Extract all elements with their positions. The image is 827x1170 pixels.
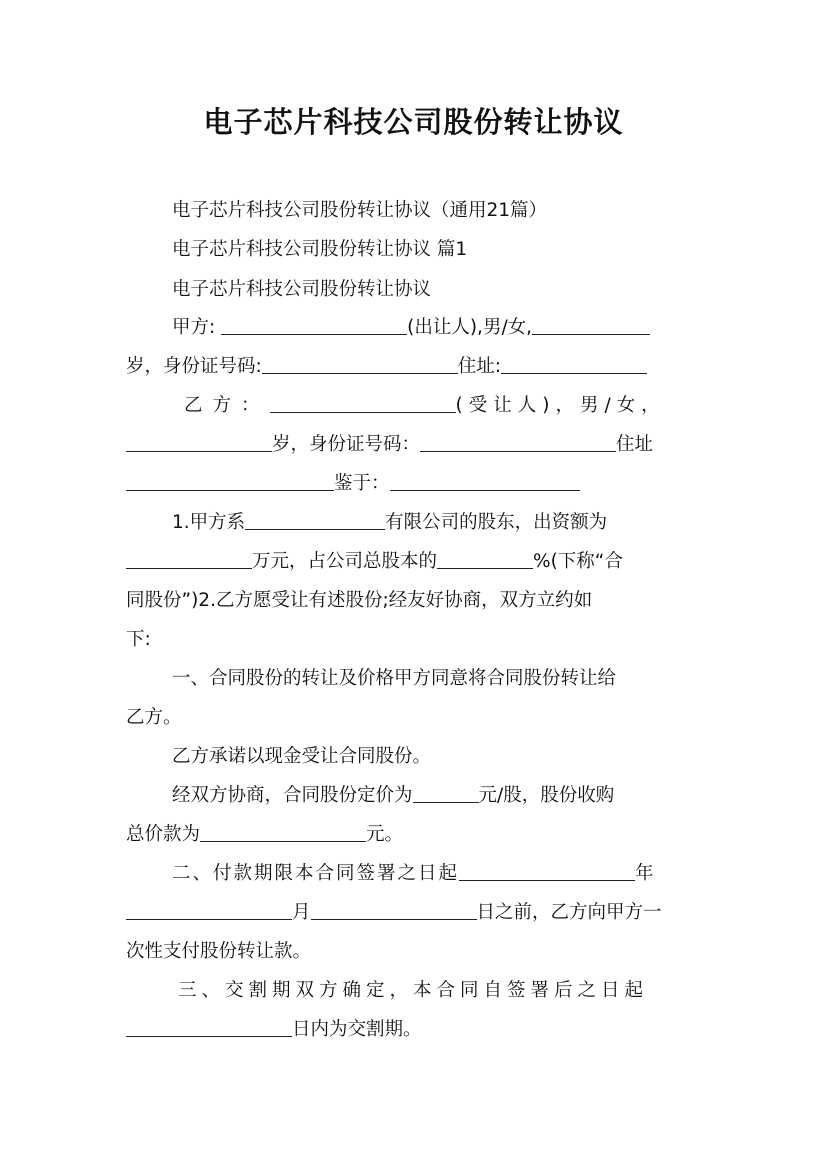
text-line [126,706,702,730]
text-line [126,1018,702,1042]
text-line [126,667,702,691]
line-text: (受让人)，男/女， [455,395,666,416]
line-text: 电子芯片科技公司股份转让协议 篇1 [172,239,468,260]
line-text: 总价款为 [126,824,201,845]
line-text: 甲方: [172,317,216,338]
line-text: 乙方承诺以现金受让合同股份。 [172,746,432,767]
text-line [126,901,702,925]
text-line [126,511,702,535]
fill-blank[interactable] [262,355,458,374]
fill-blank[interactable] [245,511,385,530]
fill-blank[interactable] [532,316,650,335]
text-line [126,394,702,418]
line-text: (出让人),男/女, [407,317,533,338]
line-text: 乙方。 [126,707,182,728]
text-line [126,433,702,457]
text-line [126,940,702,964]
text-line [126,550,702,574]
text-line [126,316,702,340]
line-text: 年 [635,863,654,884]
text-line [126,238,702,262]
fill-blank[interactable] [126,433,272,452]
line-text: %(下称“合 [533,551,623,572]
text-line [126,628,702,652]
line-text: 电子芯片科技公司股份转让协议 [172,279,432,300]
text-line [126,589,702,613]
line-text: 同股份”)2.乙方愿受让有述股份;经友好协商，双方立约如 [126,590,593,611]
text-line [126,745,702,769]
fill-blank[interactable] [221,316,407,335]
line-text: 岁，身份证号码： [272,434,421,455]
line-text: 经双方协商，合同股份定价为 [172,785,413,806]
text-line [126,199,702,223]
text-line [126,862,702,886]
fill-blank[interactable] [270,394,456,413]
fill-blank[interactable] [126,901,292,920]
line-text: 二、付款期限本合同签署之日起 [172,863,460,884]
fill-blank[interactable] [459,862,635,881]
text-line [126,823,702,847]
text-line [126,355,702,379]
fill-blank[interactable] [126,1018,292,1037]
fill-blank[interactable] [413,784,479,803]
fill-blank[interactable] [126,472,334,491]
text-line [126,784,702,808]
line-text: 万元，占公司总股本的 [252,551,438,572]
text-line [126,979,702,1003]
line-text: 1.甲方系 [172,512,246,533]
line-text: 岁，身份证号码: [126,356,262,377]
fill-blank[interactable] [200,823,366,842]
line-text: 下: [126,629,151,650]
line-text: 住址 [616,434,654,455]
line-text: 元/股，股份收购 [478,785,615,806]
line-text: 有限公司的股东，出资额为 [385,512,608,533]
text-line [126,472,702,496]
text-line [126,278,702,302]
line-text: 住址: [457,356,501,377]
line-text: 鉴于： [334,473,390,494]
line-text: 电子芯片科技公司股份转让协议（通用21篇） [172,200,548,221]
fill-blank[interactable] [501,355,647,374]
line-text: 乙方： [184,395,270,416]
fill-blank[interactable] [126,550,252,569]
fill-blank[interactable] [311,901,477,920]
line-text: 日内为交割期。 [292,1019,422,1040]
line-text: 一、合同股份的转让及价格甲方同意将合同股份转让给 [172,668,617,689]
fill-blank[interactable] [390,472,580,491]
line-text: 日之前，乙方向甲方一 [476,902,662,923]
line-text: 元。 [366,824,404,845]
line-text: 三、交割期双方确定，本合同自签署后之日起 [178,980,649,1001]
line-text: 月 [292,902,311,923]
fill-blank[interactable] [420,433,616,452]
line-text: 次性支付股份转让款。 [126,941,312,962]
fill-blank[interactable] [437,550,533,569]
document-title: 电子芯片科技公司股份转让协议 [203,105,624,139]
